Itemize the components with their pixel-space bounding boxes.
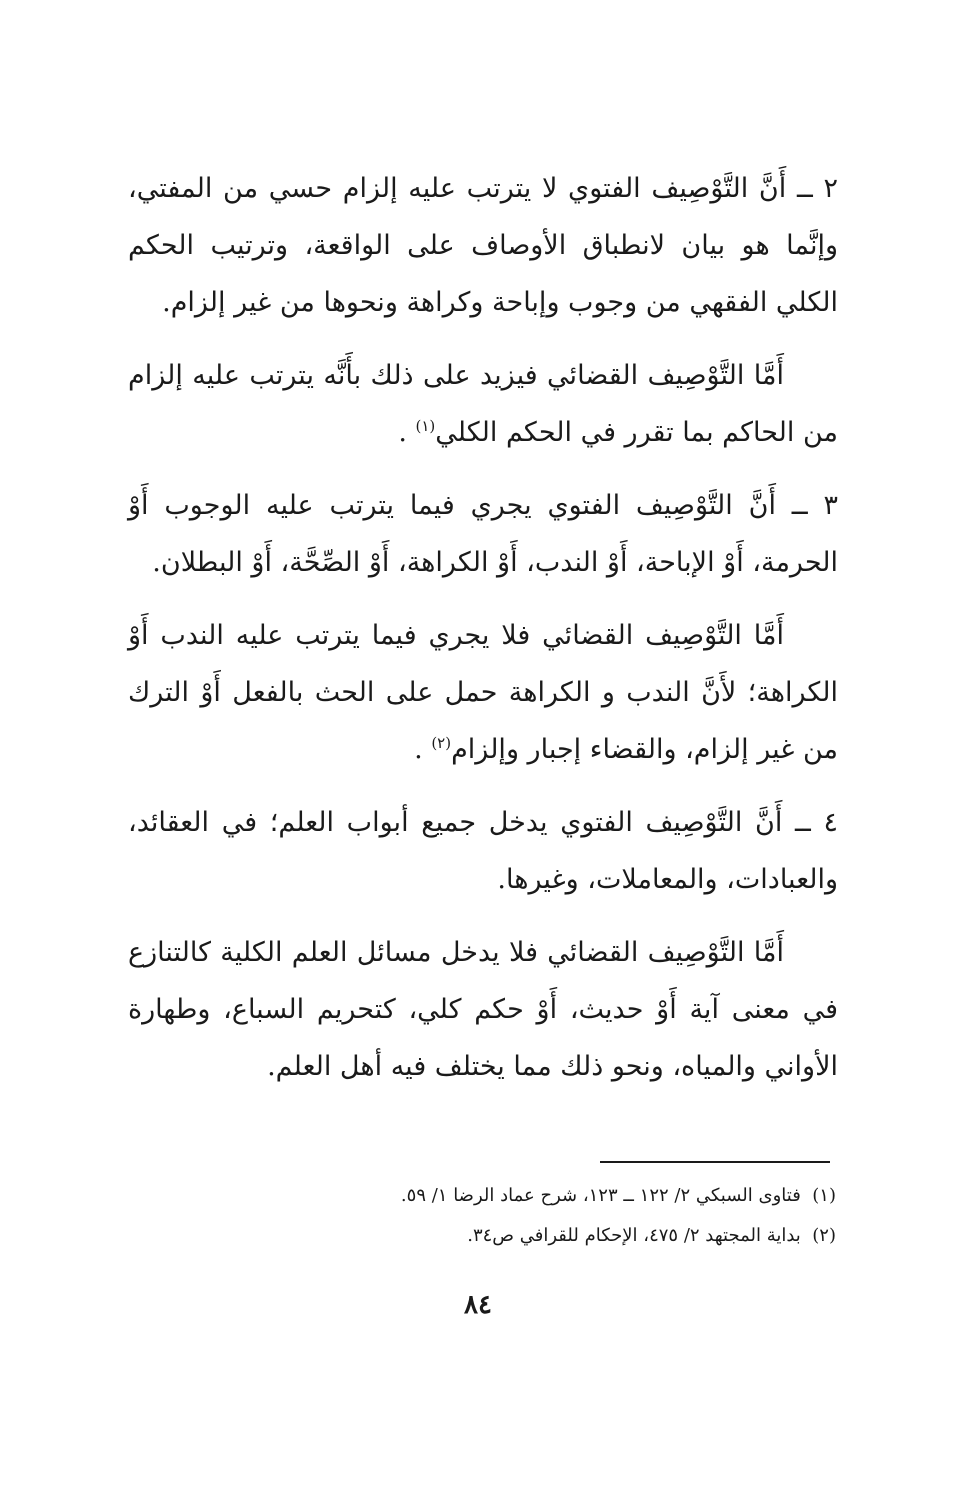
paragraph-text: أَمَّا التَّوْصِيف القضائي فيزيد على ذلك بأَنَّه يترتب عليه إلزام من الحاكم بما تقرر في الحكم الكلي: [128, 360, 838, 448]
footnote-reference[interactable]: (٢): [431, 734, 452, 752]
paragraph-judicial-4: [128, 924, 838, 1095]
footnote-reference[interactable]: (١): [415, 417, 436, 435]
footnotes: [128, 1176, 838, 1256]
footnote-2: [128, 1216, 838, 1256]
paragraph-judicial-3: أَمَّا التَّوْصِيف القضائي فلا يجري فيما يترتب عليه الندب أَوْ الكراهة؛ لأَنَّ الندب و الكراهة حمل على الحث بالفعل أَوْ الترك من غير إلزام، والقضاء إجبار وإلزام$^{(٢)}$ .: [128, 620, 838, 765]
paragraph-point-4: [128, 794, 838, 908]
paragraph-point-2: [128, 160, 838, 331]
footnote-text: بداية المجتهد ٢/ ٤٧٥، الإحكام للقرافي ص٣٤.: [467, 1225, 801, 1246]
paragraph-text: أَمَّا التَّوْصِيف القضائي فلا يدخل مسائل العلم الكلية كالتنازع في معنى آية أَوْ حديث، أَوْ حكم كلي، كتحريم السباع، وطهارة الأواني والمياه، ونحو ذلك مما يختلف فيه أهل العلم.: [128, 937, 838, 1082]
footnote-1: [128, 1176, 838, 1216]
paragraph-text: أَمَّا التَّوْصِيف القضائي فلا يجري فيما يترتب عليه الندب أَوْ الكراهة؛ لأَنَّ الندب و الكراهة حمل على الحث بالفعل أَوْ الترك من غير إلزام، والقضاء إجبار وإلزام: [128, 620, 838, 765]
page-number: ٨٤: [464, 1290, 492, 1320]
footnote-text: فتاوى السبكي ٢/ ١٢٢ ــ ١٢٣، شرح عماد الرضا ١/ ٥٩.: [400, 1185, 801, 1206]
paragraph-judicial-2: أَمَّا التَّوْصِيف القضائي فيزيد على ذلك بأَنَّه يترتب عليه إلزام من الحاكم بما تقرر في الحكم الكلي$^{(١)}$ .: [128, 360, 838, 448]
paragraph-text: ٤ ــ أَنَّ التَّوْصِيف الفتوي يدخل جميع أبواب العلم؛ في العقائد، والعبادات، والمعاملات، وغيرها.: [128, 807, 838, 895]
footnote-marker: (١): [812, 1185, 836, 1206]
main-text: [128, 160, 838, 1111]
footnote-separator: [600, 1161, 830, 1163]
paragraph-point-3: [128, 477, 838, 591]
paragraph-text: ٢ ــ أَنَّ التَّوْصِيف الفتوي لا يترتب عليه إلزام حسي من المفتي، وإنَّما هو بيان لانطباق الأوصاف على الواقعة، وترتيب الحكم الكلي الفقهي من وجوب وإباحة وكراهة ونحوها من غير إلزام.: [128, 173, 838, 318]
paragraph-text: ٣ ــ أَنَّ التَّوْصِيف الفتوي يجري فيما يترتب عليه الوجوب أَوْ الحرمة، أَوْ الإباحة، أَوْ الندب، أَوْ الكراهة، أَوْ الصِّحَّة، أَوْ البطلان.: [128, 490, 838, 578]
footnote-marker: (٢): [812, 1225, 836, 1246]
